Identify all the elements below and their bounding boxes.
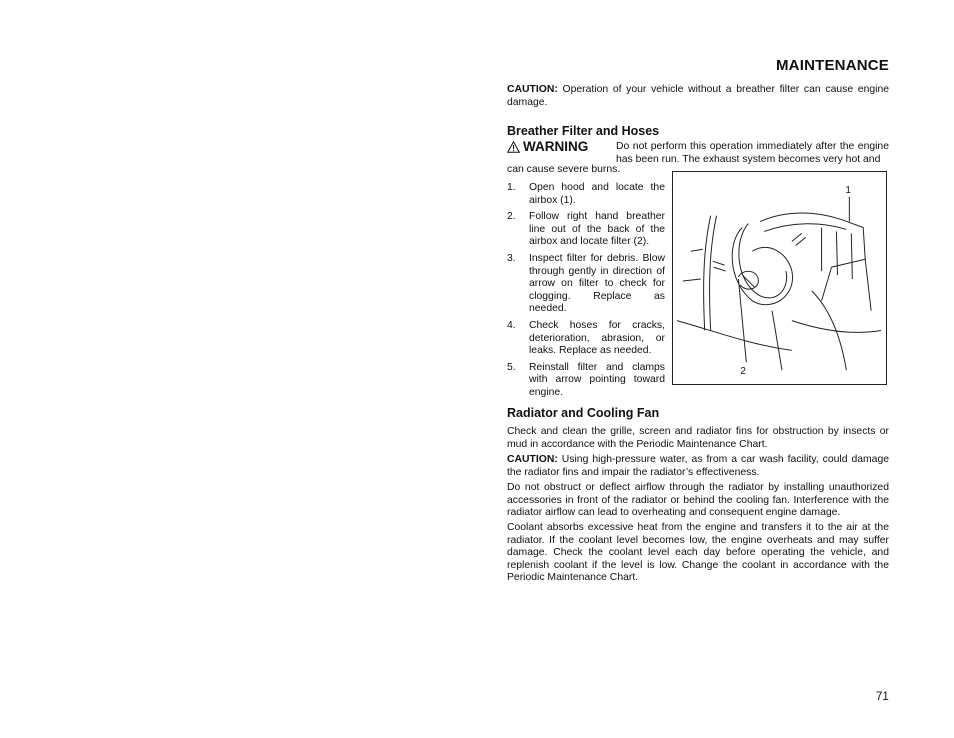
callout-2: 2 [740,366,746,378]
radiator-paragraph-1: Check and clean the grille, screen and radiator fins for obstruction by insects or mud in accordance with the Periodic Maintenance Chart. [507,426,889,450]
callout-1: 1 [845,184,851,196]
radiator-heading: Radiator and Cooling Fan [507,406,660,420]
caution-label: CAUTION: [507,454,558,465]
warning-text: Do not perform this operation immediately after the engine has been run. The exhaust system becomes very hot and [616,141,889,165]
caution-text: Using high-pressure water, as from a car wash facility, could damage the radiator fins and impair the radiator’s effectiveness. [507,454,889,478]
warning-triangle-icon [507,141,520,153]
caution-label: CAUTION: [507,84,558,95]
page-number: 71 [876,691,889,703]
warning-text-continued: can cause severe burns. [507,164,621,175]
warning-label-text: WARNING [523,139,589,154]
list-item: 2. Follow right hand breather line out of the back of the airbox and locate filter (2). [507,211,665,248]
caution-text: Operation of your vehicle without a breather filter can cause engine damage. [507,84,889,108]
caution-engine-damage [507,84,889,109]
section-header: MAINTENANCE [775,57,889,74]
airbox-filter-illustration [672,171,887,385]
radiator-caution [507,454,889,479]
breather-heading: Breather Filter and Hoses [507,124,660,138]
radiator-paragraph-3: Coolant absorbs excessive heat from the engine and transfers it to the air at the radiator. If the coolant level becomes low, the engine overheats and may suffer damage. Check the coolant level each day before operating the vehicle, and replenish coolant if the level is low. Change the coolant in accordance with the Periodic Maintenance Chart. [507,522,889,584]
breather-steps-list [507,182,665,404]
list-item: 1. Open hood and locate the airbox (1). [507,182,665,206]
warning-label [507,139,588,154]
list-item: 3. Inspect filter for debris. Blow through gently in direction of arrow on filter to check for clogging. Replace as needed. [507,252,665,315]
engine-bay-drawing [673,172,886,384]
radiator-paragraph-2: Do not obstruct or deflect airflow through the radiator by installing unauthorized accessories in front of the radiator or behind the cooling fan. Interference with the radiator airflow can lead to overheating and consequent engine damage. [507,482,889,519]
list-item: 4. Check hoses for cracks, deterioration, abrasion, or leaks. Replace as needed. [507,319,665,357]
list-item: 5. Reinstall filter and clamps with arrow pointing toward engine. [507,361,665,398]
